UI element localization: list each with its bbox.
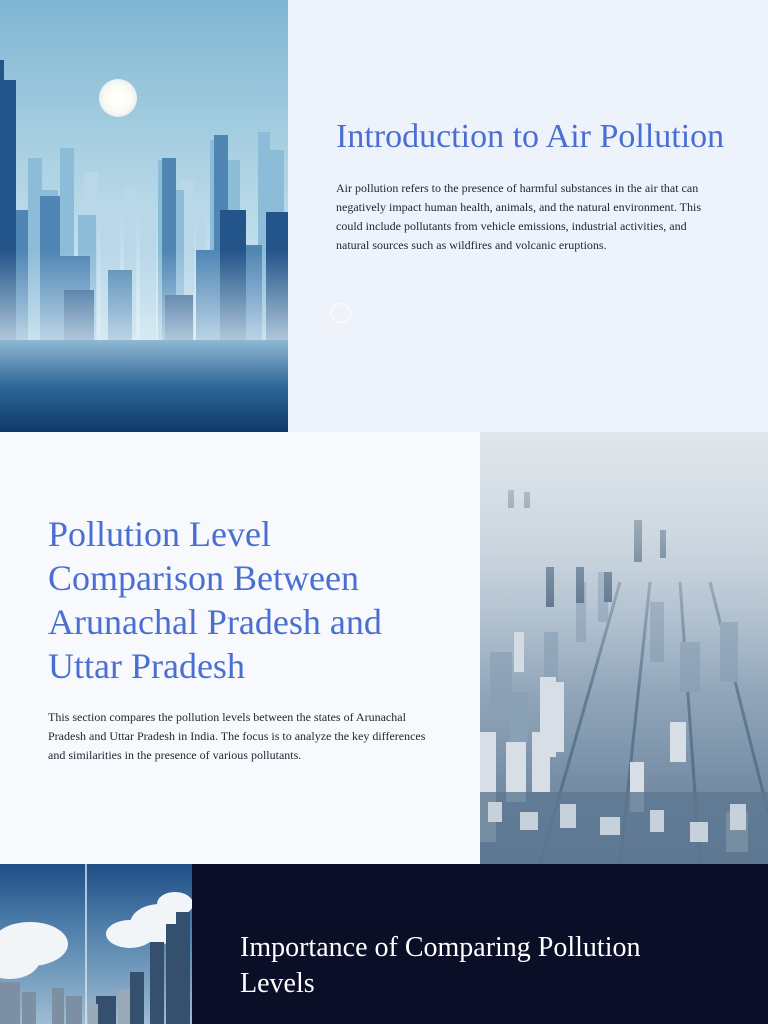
intro-title: Introduction to Air Pollution bbox=[336, 118, 725, 155]
importance-text-block bbox=[240, 930, 720, 1002]
comparison-text-block bbox=[48, 512, 438, 765]
aerial-city-smog-image bbox=[480, 432, 768, 864]
comparison-section bbox=[0, 432, 768, 864]
importance-title: Importance of Comparing Pollution Levels bbox=[240, 932, 641, 999]
comparison-title: Pollution Level Comparison Between Arunachal Pradesh and Uttar Pradesh bbox=[48, 514, 382, 686]
intro-section bbox=[0, 0, 768, 432]
hazy-skyline-image bbox=[0, 0, 288, 432]
intro-text-block bbox=[336, 114, 726, 255]
comparison-body: This section compares the pollution levels between the states of Arunachal Pradesh and Uttar Pradesh in India. The focus is to analyze the key differences and similarities in the presence of various pollutants. bbox=[48, 710, 426, 762]
intro-body: Air pollution refers to the presence of harmful substances in the air that can negatively impact human health, animals, and the natural environment. This could include pollutants from vehicle emissions, industrial activities, and natural sources such as wildfires and volcanic eruptions. bbox=[336, 181, 702, 252]
decorative-ring bbox=[331, 303, 351, 323]
importance-section bbox=[0, 864, 768, 1024]
skyline-clouds-image bbox=[0, 864, 192, 1024]
